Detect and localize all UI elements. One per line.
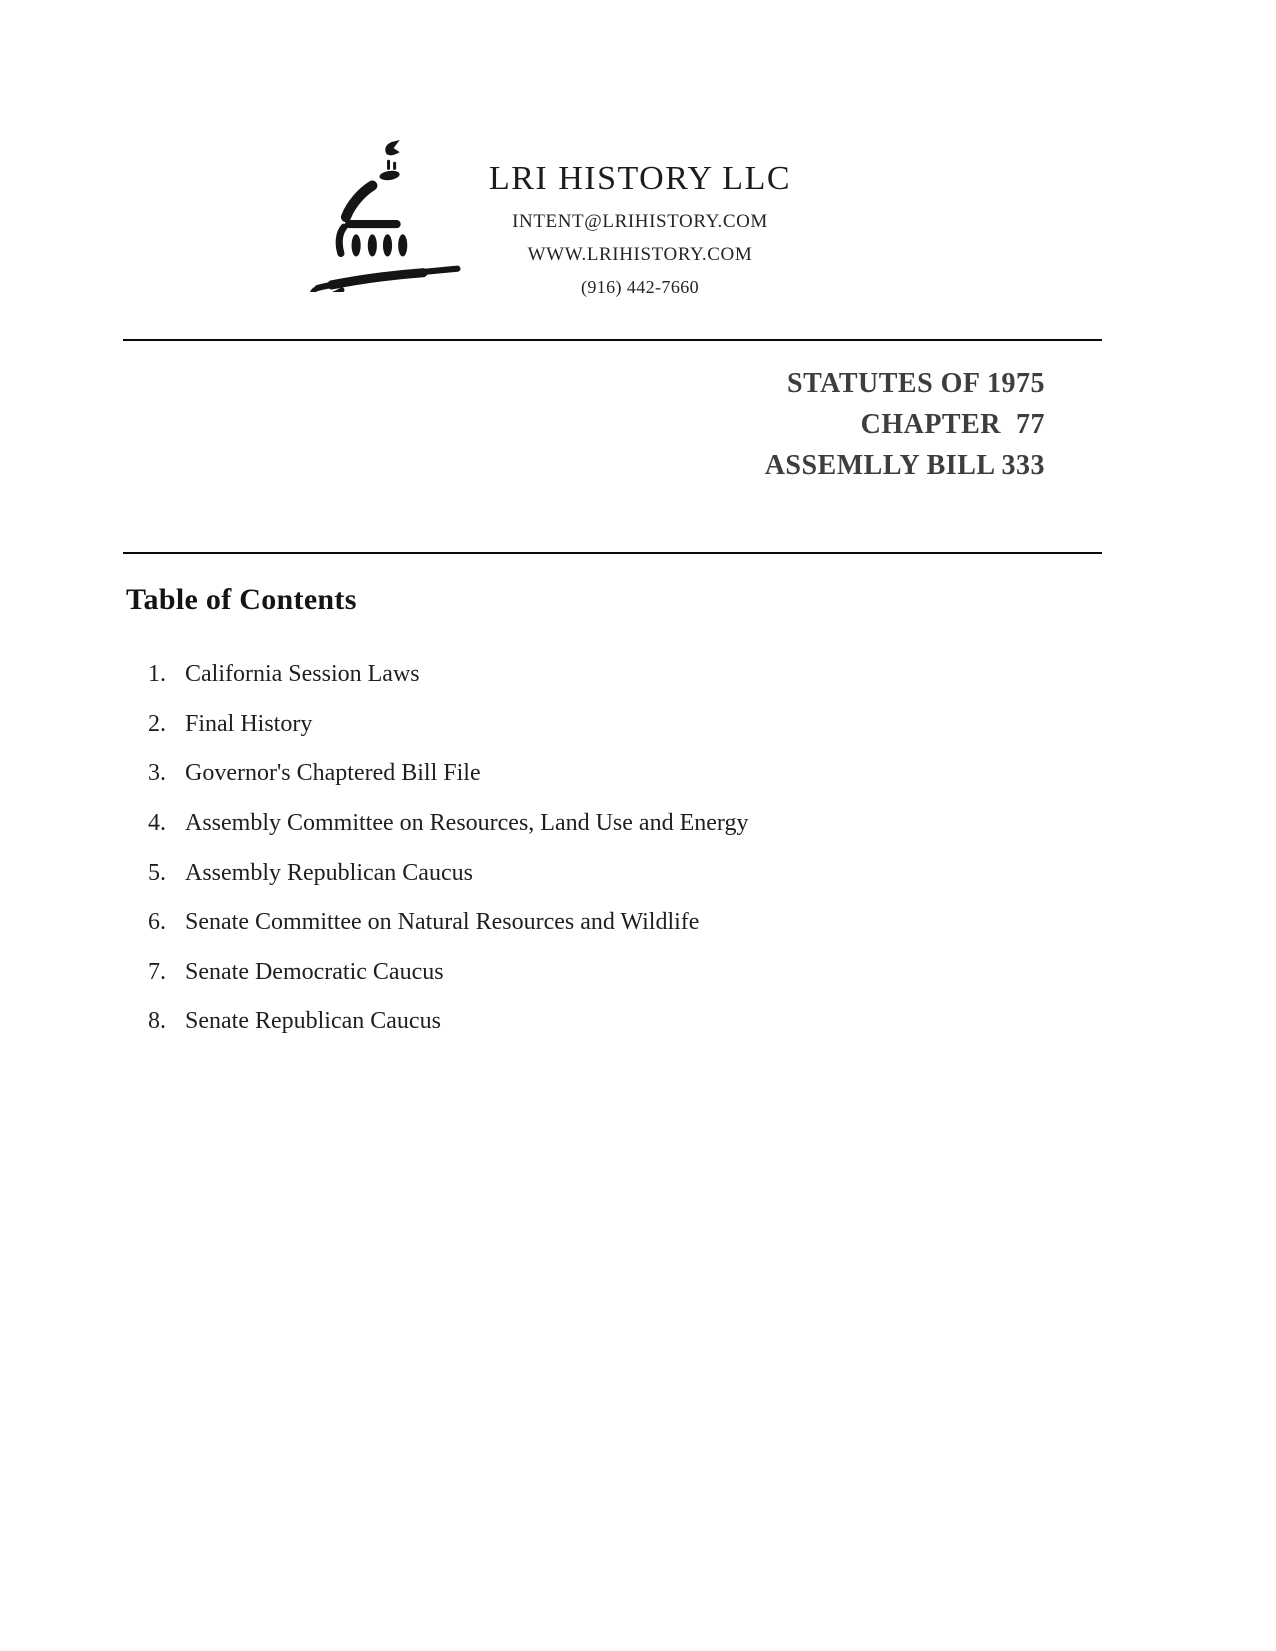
toc-item-number: 5. — [148, 859, 166, 886]
toc-item-number: 2. — [148, 710, 166, 737]
toc-item — [148, 799, 1128, 849]
company-name: LRI HISTORY LLC — [488, 160, 792, 197]
bottom-divider-line — [123, 552, 1102, 554]
company-email: INTENT@LRIHISTORY.COM — [512, 211, 768, 232]
letterhead — [450, 160, 830, 298]
toc-item — [148, 898, 1128, 948]
toc-item-label: Senate Republican Caucus — [185, 1008, 441, 1035]
toc-item-label: Assembly Republican Caucus — [185, 859, 473, 886]
toc-item-number: 7. — [148, 958, 166, 985]
toc-item-number: 3. — [148, 760, 166, 787]
company-website: WWW.LRIHISTORY.COM — [527, 244, 753, 265]
toc-heading: Table of Contents — [126, 583, 357, 616]
toc-list — [148, 650, 1128, 1047]
toc-item-label: Governor's Chaptered Bill File — [185, 760, 481, 787]
top-divider-line — [123, 339, 1102, 341]
company-phone: (916) 442-7660 — [580, 277, 700, 297]
toc-item-label: Senate Committee on Natural Resources and Wildlife — [185, 909, 700, 936]
toc-item-label: Assembly Committee on Resources, Land Use and Energy — [185, 810, 749, 837]
toc-item-number: 8. — [148, 1008, 166, 1035]
toc-item — [148, 650, 1128, 700]
bill-line: ASSEMLLY BILL 333 — [764, 450, 1045, 481]
capitol-dome-logo-icon — [308, 140, 463, 292]
toc-item — [148, 749, 1128, 799]
toc-item-number: 1. — [148, 661, 166, 688]
toc-item-label: Senate Democratic Caucus — [185, 958, 444, 985]
toc-item-label: Final History — [185, 710, 313, 737]
toc-item-number: 4. — [148, 810, 166, 837]
document-title-block — [765, 363, 1045, 486]
toc-item-number: 6. — [148, 909, 166, 936]
statutes-line: STATUTES OF 1975 — [787, 368, 1045, 399]
toc-item — [148, 848, 1128, 898]
toc-item — [148, 948, 1128, 998]
toc-item — [148, 700, 1128, 750]
toc-item-label: California Session Laws — [185, 661, 420, 688]
chapter-line: CHAPTER 77 — [860, 409, 1045, 440]
toc-item — [148, 997, 1128, 1047]
